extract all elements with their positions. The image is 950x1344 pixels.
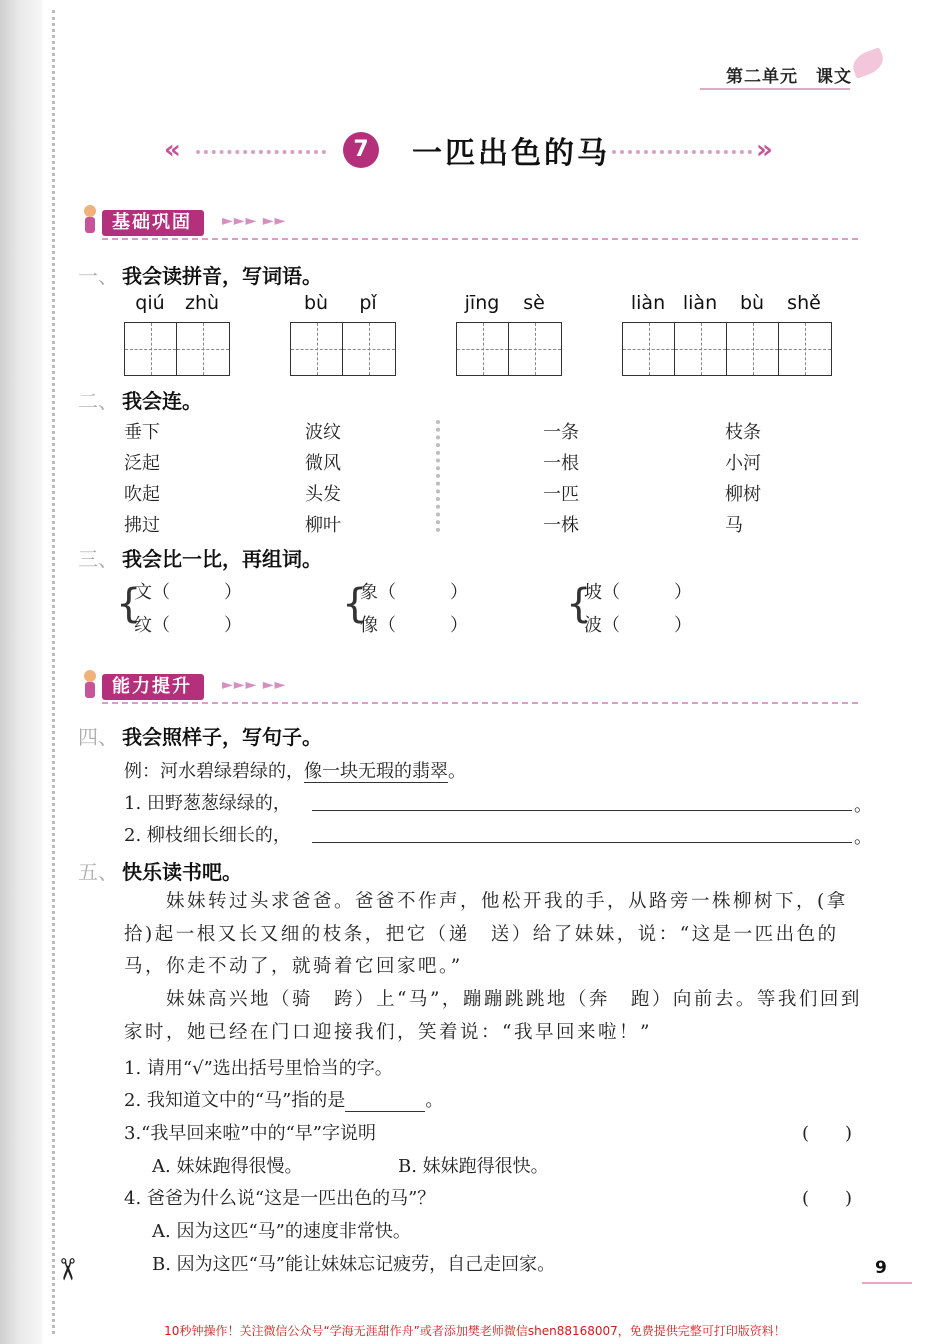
sentence-item: 2. 柳枝细长细长的，: [124, 825, 291, 846]
pinyin: liàn: [682, 292, 718, 314]
match-word[interactable]: 拂过: [124, 515, 160, 536]
double-chevron-right-icon: »: [756, 135, 767, 165]
feather-icon: [849, 47, 887, 79]
q1-heading: 一、 我会读拼音，写词语。: [78, 264, 322, 288]
binding-holes: [52, 10, 55, 1334]
example-sentence: 例：河水碧绿碧绿的，像一块无瑕的翡翠。: [124, 761, 466, 782]
match-word[interactable]: 一根: [543, 453, 579, 474]
match-word[interactable]: 波纹: [305, 422, 341, 443]
writing-grid[interactable]: [456, 322, 562, 376]
match-word[interactable]: 枝条: [725, 422, 761, 443]
option-a[interactable]: A. 妹妹跑得很慢。: [152, 1156, 303, 1177]
reading-paragraph: 妹妹高兴地（骑 跨）上“马”，蹦蹦跳跳地（奔 跑）向前去。等我们回到家时，她已经在门口迎接我们，笑着说：“我早回来啦！”: [124, 989, 862, 1043]
match-word[interactable]: 泛起: [124, 453, 160, 474]
column-separator: [436, 420, 440, 532]
compare-word[interactable]: 纹（ ）: [134, 615, 242, 636]
footer-notice: 10秒钟操作！关注微信公众号“学海无涯甜作舟”或者添加樊老师微信shen88168007，免费提供完整可打印版资料！: [164, 1324, 786, 1338]
match-word[interactable]: 柳树: [725, 484, 761, 505]
sentence-item: 1. 田野葱葱绿绿的，: [124, 793, 291, 814]
title-dots-left: [196, 150, 326, 154]
match-word[interactable]: 小河: [725, 453, 761, 474]
pinyin: sè: [523, 292, 545, 314]
header-underline: [700, 88, 850, 90]
option-b[interactable]: B. 妹妹跑得很快。: [398, 1156, 549, 1177]
pinyin: bù: [739, 292, 765, 314]
question-item: 2. 我知道文中的“马”指的是 。: [124, 1090, 444, 1111]
question-item: 1. 请用“√”选出括号里恰当的字。: [124, 1058, 393, 1079]
girl-figure-icon: [82, 670, 98, 700]
page-number: 9: [875, 1258, 887, 1278]
q4-heading: 四、 我会照样子，写句子。: [78, 725, 322, 749]
title-dots-right: [612, 150, 752, 154]
pinyin: qiú: [135, 292, 165, 314]
arrows-icon: ►►► ►►: [222, 677, 287, 693]
match-word[interactable]: 一株: [543, 515, 579, 536]
match-word[interactable]: 一条: [543, 422, 579, 443]
question-item: 3.“我早回来啦”中的“早”字说明: [124, 1123, 376, 1144]
unit-label: 第二单元: [726, 67, 798, 87]
q5-heading: 五、 快乐读书吧。: [78, 860, 242, 884]
pinyin: liàn: [630, 292, 666, 314]
arrows-icon: ►►► ►►: [222, 213, 287, 229]
match-word[interactable]: 微风: [305, 453, 341, 474]
match-word[interactable]: 头发: [305, 484, 341, 505]
section-divider: [102, 238, 858, 240]
page-binding: [0, 0, 42, 1344]
brace-icon: {: [116, 581, 142, 627]
reading-paragraph: 妹妹转过头求爸爸。爸爸不作声，他松开我的手，从路旁一株柳树下，(拿 拾)起一根又长又细的枝条，把它（递 送）给了妹妹，说：“这是一匹出色的马，你走不动了，就骑着它回家吧。”: [124, 891, 869, 977]
unit-header: [708, 62, 852, 87]
question-item: 4. 爸爸为什么说“这是一匹出色的马”？: [124, 1188, 436, 1209]
compare-word[interactable]: 象（ ）: [360, 582, 468, 603]
answer-line[interactable]: [312, 810, 852, 811]
page-number-underline: [862, 1282, 912, 1284]
section-tag-advanced: 能力提升: [102, 674, 204, 700]
q3-heading: 三、 我会比一比，再组词。: [78, 547, 322, 571]
option-a[interactable]: A. 因为这匹“马”的速度非常快。: [152, 1221, 411, 1242]
writing-grid[interactable]: [290, 322, 396, 376]
match-word[interactable]: 柳叶: [305, 515, 341, 536]
compare-word[interactable]: 文（ ）: [134, 582, 242, 603]
answer-line[interactable]: [312, 842, 852, 843]
pinyin: shě: [787, 292, 821, 314]
answer-paren[interactable]: ( ): [802, 1188, 853, 1209]
option-b[interactable]: B. 因为这匹“马”能让妹妹忘记疲劳，自己走回家。: [152, 1254, 556, 1275]
pinyin: zhù: [184, 292, 220, 314]
match-word[interactable]: 一匹: [543, 484, 579, 505]
brace-icon: {: [342, 581, 368, 627]
answer-blank[interactable]: [345, 1093, 425, 1112]
pinyin: jīng: [464, 292, 500, 314]
writing-grid[interactable]: [622, 322, 832, 376]
match-word[interactable]: 吹起: [124, 484, 160, 505]
brace-icon: {: [566, 581, 592, 627]
section-tag-basic: 基础巩固: [102, 210, 204, 236]
pinyin: bù: [303, 292, 329, 314]
section-label: 课文: [816, 67, 852, 87]
compare-word[interactable]: 像（ ）: [360, 615, 468, 636]
match-word[interactable]: 马: [725, 515, 743, 536]
period: 。: [854, 827, 872, 848]
compare-word[interactable]: 波（ ）: [584, 615, 692, 636]
compare-word[interactable]: 坡（ ）: [584, 582, 692, 603]
answer-paren[interactable]: ( ): [802, 1123, 853, 1144]
scissors-icon: ✂: [49, 1256, 85, 1283]
q2-heading: 二、 我会连。: [78, 389, 202, 413]
double-chevron-left-icon: «: [164, 135, 175, 165]
lesson-number: 7: [343, 132, 379, 168]
girl-figure-icon: [82, 205, 98, 235]
section-divider: [102, 702, 858, 704]
lesson-title: 一匹出色的马: [412, 136, 610, 171]
writing-grid[interactable]: [124, 322, 230, 376]
match-word[interactable]: 垂下: [124, 422, 160, 443]
period: 。: [854, 795, 872, 816]
pinyin: pǐ: [359, 292, 377, 314]
